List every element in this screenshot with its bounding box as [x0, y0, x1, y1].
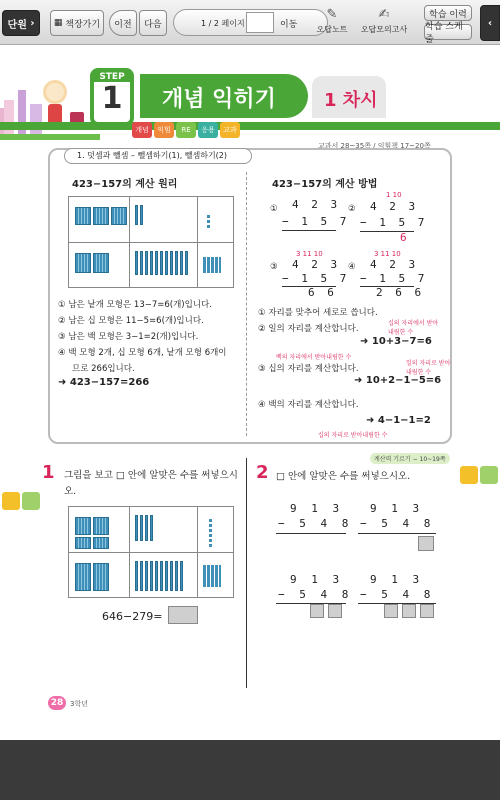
- q2b-answer-box[interactable]: [418, 536, 434, 551]
- next-button[interactable]: [139, 10, 167, 36]
- calc-3-formula: ➜ 10+2−1−5=6: [354, 375, 442, 386]
- q2d-minus: − 5 4 8: [360, 588, 435, 601]
- step-number: 1: [101, 81, 123, 116]
- q2b-minus: − 5 4 8: [360, 517, 435, 530]
- bookshelf-button[interactable]: [50, 10, 104, 36]
- study-history-label: 학습 이력: [429, 9, 467, 20]
- calc4-carry: 3 11 10: [374, 250, 401, 258]
- side-tool-icon-1[interactable]: [2, 492, 20, 510]
- page-indicator: 1 / 2 페이지: [201, 19, 245, 28]
- chip-re[interactable]: RE: [176, 122, 196, 138]
- wrong-test-label: 오답모의고사: [360, 25, 408, 34]
- calc3-result: 6 6: [308, 286, 337, 299]
- question-1-answer-box[interactable]: [168, 606, 198, 624]
- study-schedule-button[interactable]: [424, 22, 472, 45]
- calc2-carry: 1 10: [386, 191, 402, 199]
- note-3b: 일의 자리로 받아내림한 수: [406, 360, 451, 376]
- q2b-rule: [358, 533, 436, 534]
- lesson-title: 개념 익히기: [162, 87, 276, 112]
- study-schedule-label: 학습 스케줄: [425, 22, 463, 45]
- chip-practice[interactable]: 익힘: [154, 122, 174, 138]
- page-number: 28: [48, 696, 66, 710]
- unit-button[interactable]: [2, 10, 40, 36]
- calc2-minus: − 1 5 7: [360, 216, 428, 229]
- calc-2-formula: ➜ 10+3−7=6: [360, 336, 432, 347]
- label-4: ④: [348, 262, 356, 272]
- q2a-minus: − 5 4 8: [278, 517, 353, 530]
- note-icon: ✎: [326, 7, 338, 22]
- label-1: ①: [270, 204, 278, 214]
- chevron-left-icon: ‹: [487, 17, 493, 29]
- prev-label: 이전: [114, 19, 132, 30]
- calc4-top: 4 2 3: [370, 258, 419, 271]
- result-formula: ➜ 423−157=266: [58, 377, 150, 388]
- grid-icon: ▦: [53, 18, 63, 28]
- q2d-answer-box-2[interactable]: [402, 604, 416, 618]
- step-4-text: ④ 백 모형 2개, 십 모형 6개, 낱개 모형 6개이: [58, 348, 227, 358]
- step-4b-text: 므로 266입니다.: [72, 364, 135, 374]
- q2c-answer-box-1[interactable]: [310, 604, 324, 618]
- side-tool-icon-2[interactable]: [22, 492, 40, 510]
- chip-apply[interactable]: 응용: [198, 122, 218, 138]
- explain-4: ④ 백의 자리를 계산합니다.: [258, 400, 359, 410]
- top-toolbar: [0, 0, 500, 45]
- test-icon: ✍: [378, 7, 390, 22]
- q2d-top: 9 1 3: [370, 573, 424, 586]
- calc1-top: 4 2 3: [292, 198, 341, 211]
- calc3-carry: 3 11 10: [296, 250, 323, 258]
- question-1-number: 1: [42, 462, 55, 483]
- chip-textbook[interactable]: 교과: [220, 122, 240, 138]
- label-3: ③: [270, 262, 278, 272]
- q2b-top: 9 1 3: [370, 502, 424, 515]
- bookshelf-label: 책장가기: [65, 19, 101, 30]
- side-tool-icon-3[interactable]: [460, 466, 478, 484]
- side-tool-icon-4[interactable]: [480, 466, 498, 484]
- concept-heading: 1. 덧셈과 뺄셈 – 뺄셈하기(1), 뺄셈하기(2): [64, 148, 252, 164]
- calc1-minus: − 1 5 7: [282, 215, 350, 228]
- wrong-test-button[interactable]: [352, 8, 416, 35]
- page-reference: 교과서 28~35쪽 / 익힘책 17~20쪽: [318, 142, 431, 150]
- next-label: 다음: [144, 19, 162, 30]
- prev-button[interactable]: [109, 10, 137, 36]
- grade-label: 3학년: [70, 700, 88, 708]
- q2a-top: 9 1 3: [290, 502, 344, 515]
- left-subtitle: 423−157의 계산 원리: [72, 179, 178, 190]
- workbook-reference: 계산력 기르기 − 10~19쪽: [370, 453, 450, 464]
- question-1-text: 그림을 보고 □ 안에 알맞은 수를 써넣으시오.: [64, 470, 238, 497]
- calc4-minus: − 1 5 7: [360, 272, 428, 285]
- q2c-answer-box-2[interactable]: [328, 604, 342, 618]
- green-banner: [0, 118, 500, 134]
- question-1-expression: 646−279=: [102, 610, 163, 623]
- column-divider: [246, 172, 247, 436]
- wrong-note-label: 오답노트: [316, 25, 348, 34]
- q2c-top: 9 1 3: [290, 573, 344, 586]
- step-badge: [90, 68, 134, 126]
- explain-1: ① 자리를 맞추어 세로로 씁니다.: [258, 308, 378, 318]
- chip-concept[interactable]: 개념: [132, 122, 152, 138]
- question-2-number: 2: [256, 462, 269, 483]
- unit-label: 단원: [7, 19, 27, 31]
- explain-2: ② 일의 자리를 계산합니다.: [258, 324, 359, 334]
- calc3-minus: − 1 5 7: [282, 272, 350, 285]
- note-4: 십의 자리로 받아내림한 수: [318, 432, 388, 439]
- explain-3: ③ 십의 자리를 계산합니다.: [258, 364, 359, 374]
- calc3-top: 4 2 3: [292, 258, 341, 271]
- calc2-result: 6: [400, 231, 410, 244]
- page-input[interactable]: [246, 12, 274, 33]
- step-2-text: ② 남은 십 모형은 11−5=6(개)입니다.: [58, 316, 204, 326]
- note-3a: 백의 자리에서 받아내림한 수: [276, 354, 352, 361]
- session-label: 1 차시: [324, 90, 378, 111]
- side-panel-toggle[interactable]: [480, 5, 500, 41]
- calc4-result: 2 6 6: [376, 286, 425, 299]
- step-1-text: ① 남은 낱개 모형은 13−7=6(개)입니다.: [58, 300, 212, 310]
- step-label: STEP: [93, 71, 131, 82]
- chevron-right-icon: ›: [30, 17, 35, 29]
- q2a-rule: [276, 533, 346, 534]
- calc1-rule: [282, 230, 336, 231]
- question-2-text: □ 안에 알맞은 수를 써넣으시오.: [276, 471, 411, 482]
- q2d-answer-box-3[interactable]: [420, 604, 434, 618]
- question-divider: [246, 458, 247, 688]
- go-button[interactable]: 이동: [280, 20, 298, 30]
- label-2: ②: [348, 204, 356, 214]
- calc-4-formula: ➜ 4−1−1=2: [366, 415, 431, 426]
- calc2-top: 4 2 3: [370, 200, 419, 213]
- base-ten-figure: [68, 196, 234, 288]
- note-2: 십의 자리에서 받아 내림한 수: [388, 320, 439, 336]
- step-3-text: ③ 남은 백 모형은 3−1=2(개)입니다.: [58, 332, 199, 342]
- right-subtitle: 423−157의 계산 방법: [272, 179, 378, 190]
- q2d-answer-box-1[interactable]: [384, 604, 398, 618]
- q2c-minus: − 5 4 8: [278, 588, 353, 601]
- question-1-figure: [68, 506, 234, 598]
- bottom-bar: [0, 740, 500, 800]
